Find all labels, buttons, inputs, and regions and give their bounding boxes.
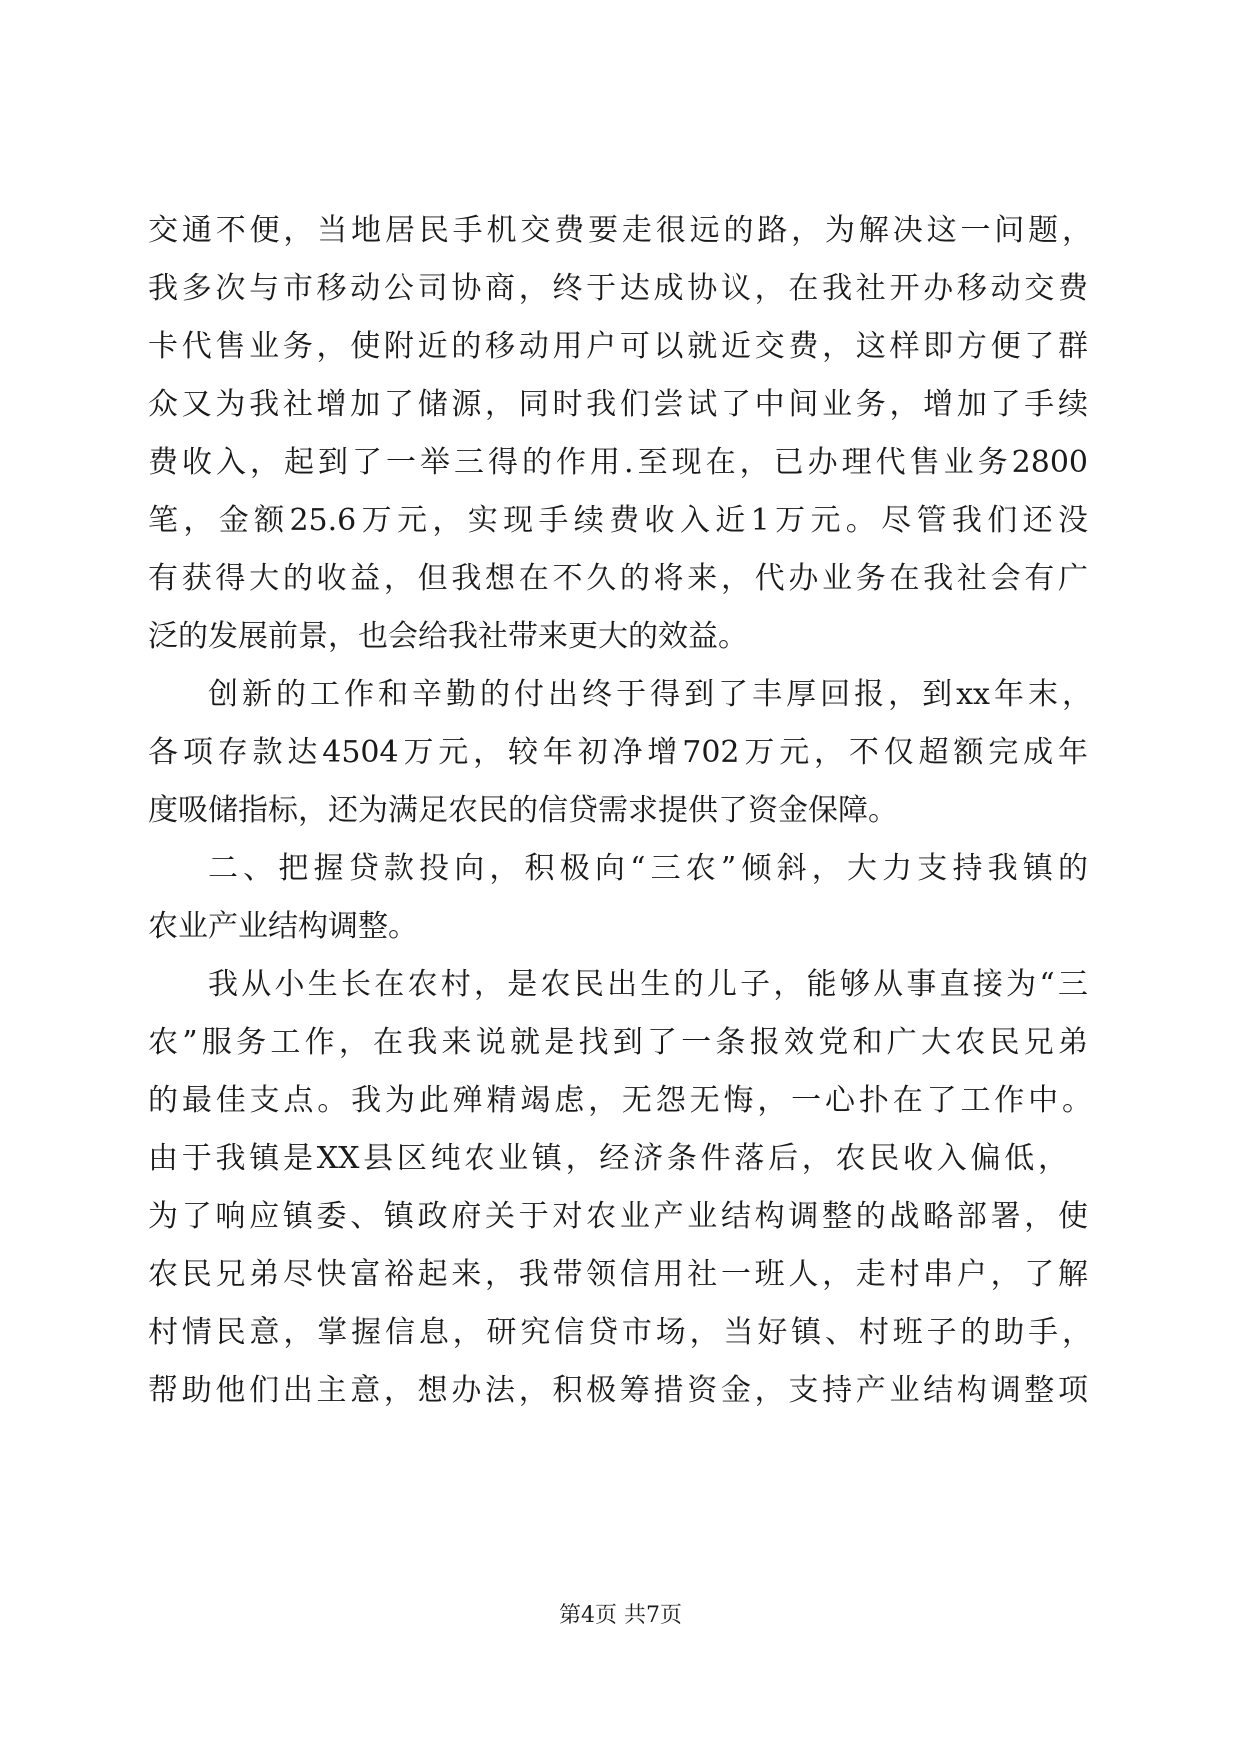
body-line-14: 的最佳支点。我为此殚精竭虑，无怨无悔，一心扑在了工作中。 [148, 1083, 1092, 1118]
body-line-11: 度吸储指标，还为满足农民的信贷需求提供了资金保障。 [148, 793, 898, 828]
body-line-3: 卡代售业务，使附近的移动用户可以就近交费，这样即方便了群 [148, 329, 1088, 364]
body-line-9: 创新的工作和辛勤的付出终于得到了丰厚回报，到xx年末， [208, 677, 1092, 712]
body-line-1: 交通不便，当地居民手机交费要走很远的路，为解决这一问题， [148, 213, 1092, 248]
body-line-12: 我从小生长在农村，是农民出生的儿子，能够从事直接为“三 [208, 967, 1088, 1002]
body-line-5: 费收入，起到了一举三得的作用.至现在，已办理代售业务2800 [148, 445, 1088, 480]
body-line-17: 农民兄弟尽快富裕起来，我带领信用社一班人，走村串户，了解 [148, 1257, 1088, 1292]
body-line-18: 村情民意，掌握信息，研究信贷市场，当好镇、村班子的助手， [148, 1315, 1092, 1350]
body-line-6: 笔，金额25.6万元，实现手续费收入近1万元。尽管我们还没 [148, 503, 1088, 538]
body-line-13: 农”服务工作，在我来说就是找到了一条报效党和广大农民兄弟 [148, 1025, 1088, 1060]
body-line-2: 我多次与市移动公司协商，终于达成协议，在我社开办移动交费 [148, 271, 1088, 306]
section-heading-line-1: 二、把握贷款投向，积极向“三农”倾斜，大力支持我镇的 [208, 851, 1088, 886]
page-footer: 第4页 共7页 [559, 1603, 682, 1628]
body-line-15: 由于我镇是XX县区纯农业镇，经济条件落后，农民收入偏低， [148, 1141, 1068, 1176]
body-line-10: 各项存款达4504万元，较年初净增702万元，不仅超额完成年 [148, 735, 1088, 770]
body-line-4: 众又为我社增加了储源，同时我们尝试了中间业务，增加了手续 [148, 387, 1088, 422]
section-heading-line-2: 农业产业结构调整。 [148, 909, 418, 944]
body-line-8: 泛的发展前景，也会给我社带来更大的效益。 [148, 619, 748, 654]
body-line-7: 有获得大的收益，但我想在不久的将来，代办业务在我社会有广 [148, 561, 1088, 596]
body-line-16: 为了响应镇委、镇政府关于对农业产业结构调整的战略部署，使 [148, 1199, 1088, 1234]
body-line-19: 帮助他们出主意，想办法，积极筹措资金，支持产业结构调整项 [148, 1373, 1088, 1408]
